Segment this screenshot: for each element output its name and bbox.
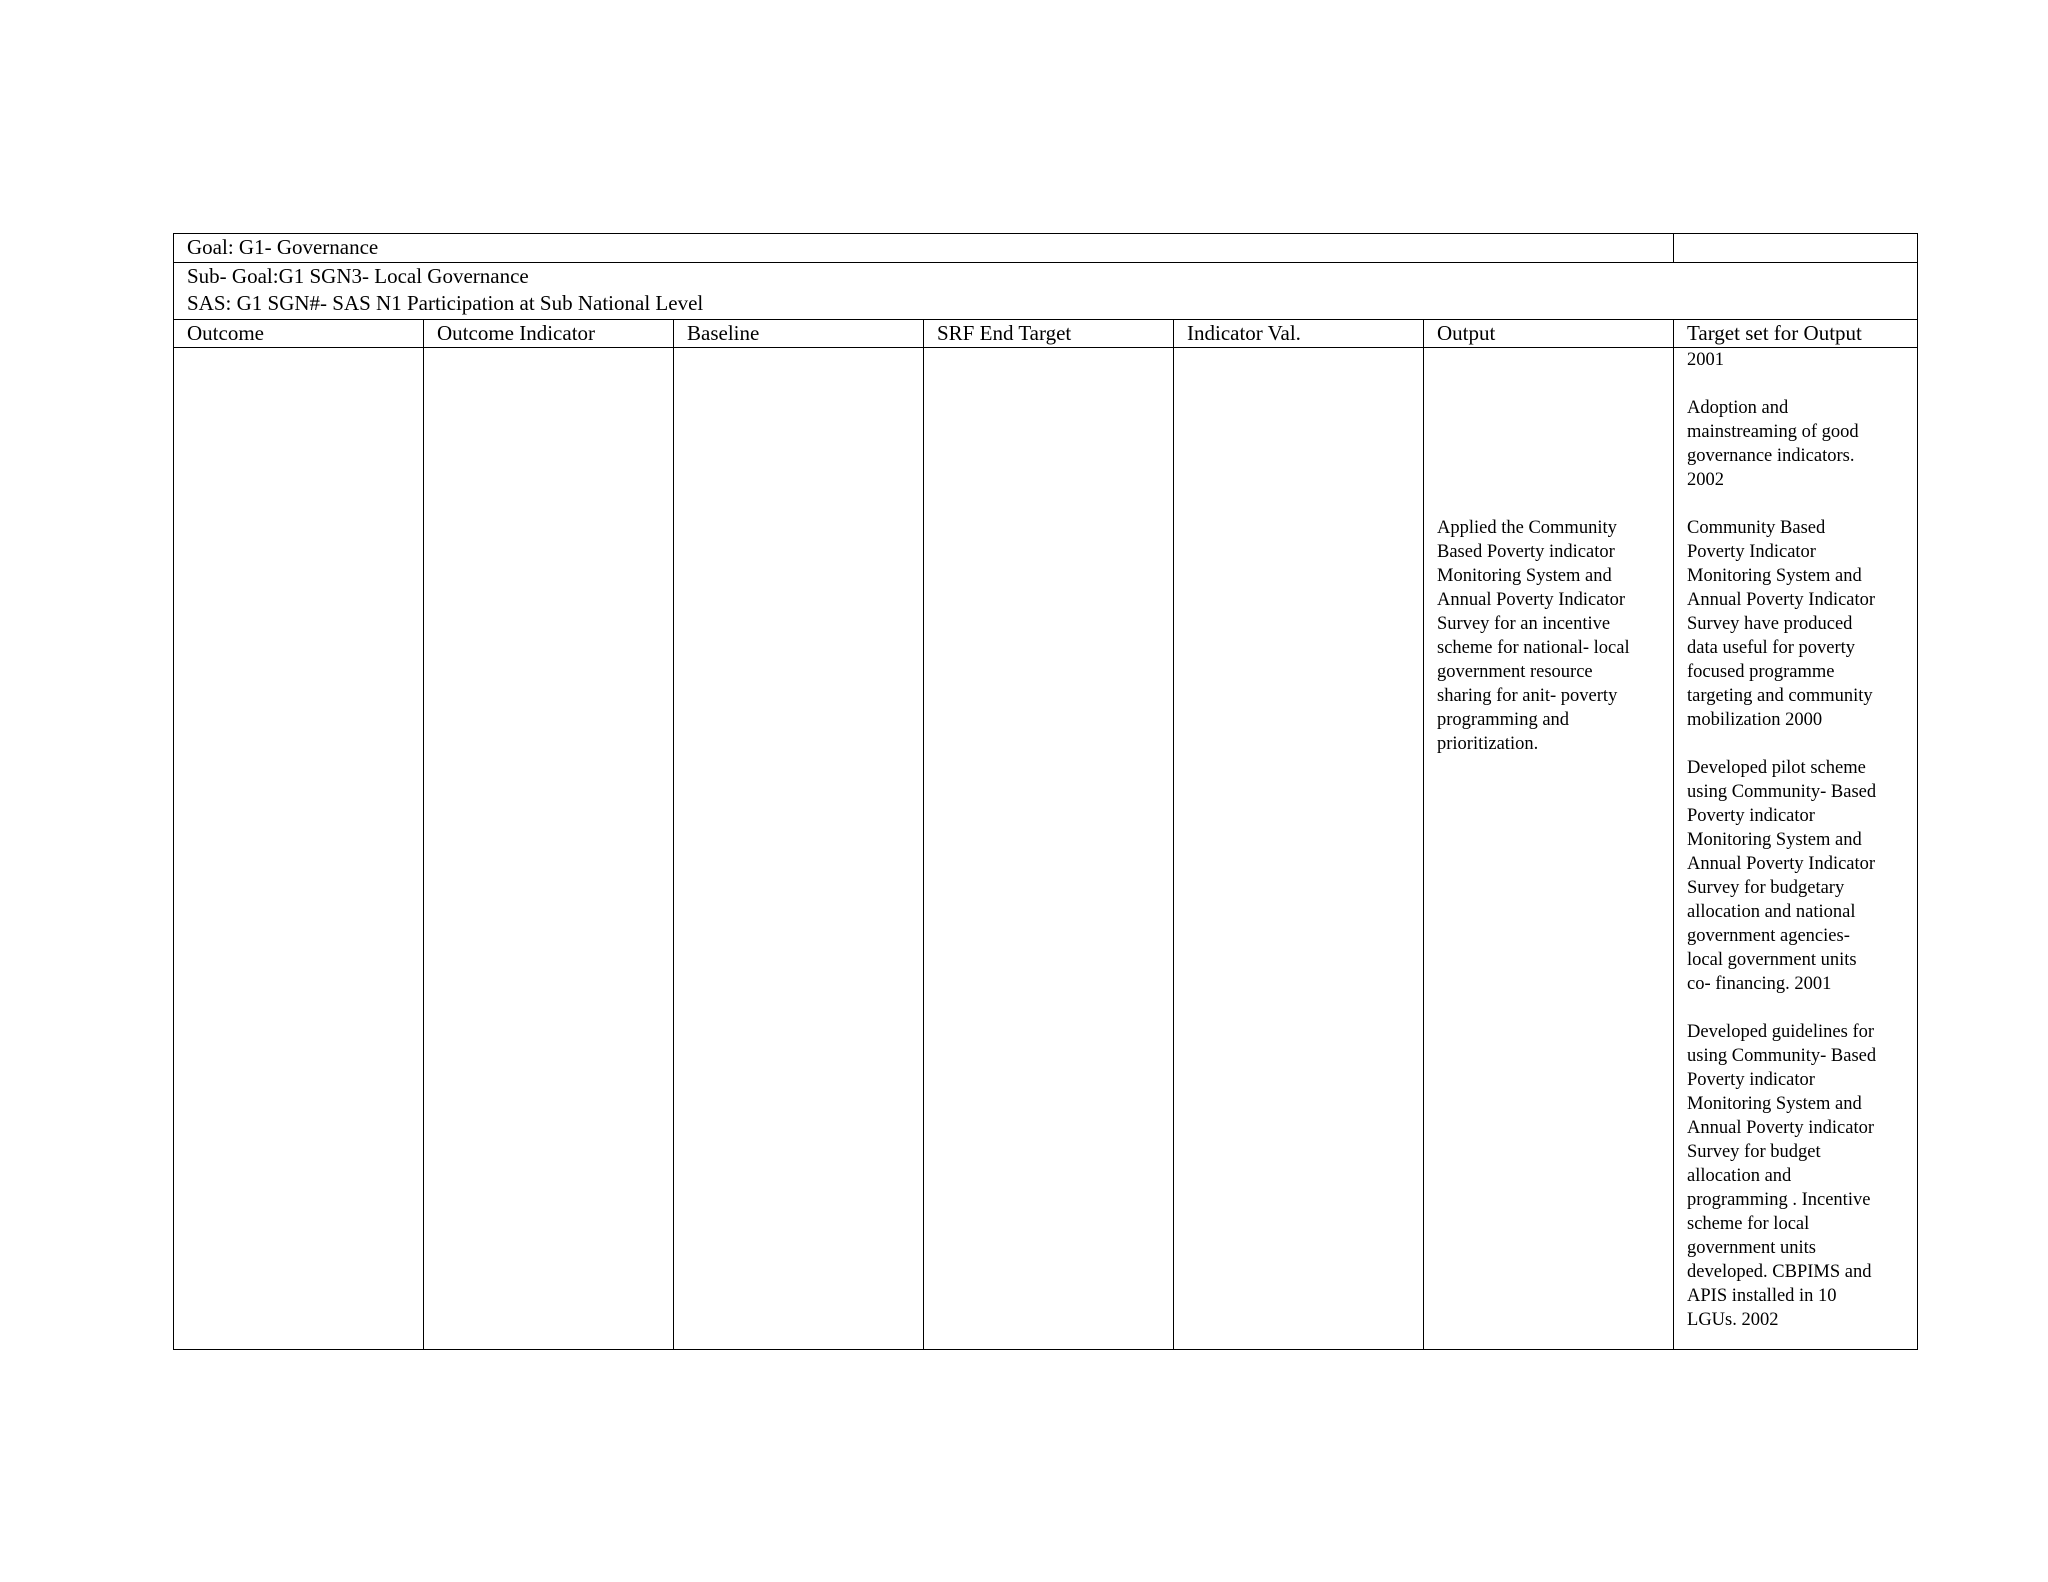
target-item: Developed pilot scheme using Community- Based Poverty indicator Monitoring System and Annual Poverty Indicator Survey for budgetary allocation and national government agencies- local government units co- financing. 2001 bbox=[1687, 758, 1877, 994]
table-row bbox=[174, 348, 1918, 1350]
col-header-srf-end-target: SRF End Target bbox=[924, 320, 1174, 348]
sub-goal-row bbox=[174, 263, 1918, 320]
col-header-output: Output bbox=[1424, 320, 1674, 348]
outcome-indicator-cell bbox=[424, 348, 674, 1350]
goal-blank-cell bbox=[1674, 234, 1918, 263]
indicator-val-cell bbox=[1174, 348, 1424, 1350]
goal-label: Goal: G1- Governance bbox=[187, 235, 379, 259]
baseline-cell bbox=[674, 348, 924, 1350]
column-header-row bbox=[174, 320, 1918, 348]
outcome-cell bbox=[174, 348, 424, 1350]
sub-goal-cell bbox=[174, 263, 1918, 320]
goal-row bbox=[174, 234, 1918, 263]
col-header-outcome-indicator: Outcome Indicator bbox=[424, 320, 674, 348]
col-header-target-set: Target set for Output bbox=[1674, 320, 1918, 348]
srf-end-target-cell bbox=[924, 348, 1174, 1350]
target-item: 2001 bbox=[1687, 350, 1725, 370]
goal-cell bbox=[174, 234, 1674, 263]
target-set-cell bbox=[1674, 348, 1918, 1350]
sub-goal-label: Sub- Goal:G1 SGN3- Local Governance bbox=[187, 264, 529, 288]
col-header-indicator-val: Indicator Val. bbox=[1174, 320, 1424, 348]
output-cell bbox=[1424, 348, 1674, 1350]
sas-label: SAS: G1 SGN#- SAS N1 Participation at Sub National Level bbox=[187, 291, 704, 315]
col-header-outcome: Outcome bbox=[174, 320, 424, 348]
target-item: Adoption and mainstreaming of good governance indicators. 2002 bbox=[1687, 398, 1859, 490]
output-text: Applied the Community Based Poverty indicator Monitoring System and Annual Poverty Indicator Survey for an incentive scheme for national- local government resource sharing for anit- poverty programming and prioritization. bbox=[1437, 518, 1630, 754]
target-item: Developed guidelines for using Community- Based Poverty indicator Monitoring System and Annual Poverty indicator Survey for budget allocation and programming . Incentive scheme for local government units developed. CBPIMS and APIS installed in 10 LGUs. 2002 bbox=[1687, 1022, 1877, 1330]
col-header-baseline: Baseline bbox=[674, 320, 924, 348]
target-item: Community Based Poverty Indicator Monitoring System and Annual Poverty Indicator Survey have produced data useful for poverty focused programme targeting and community mobilization 2000 bbox=[1687, 518, 1876, 730]
srf-table bbox=[173, 233, 1918, 1350]
